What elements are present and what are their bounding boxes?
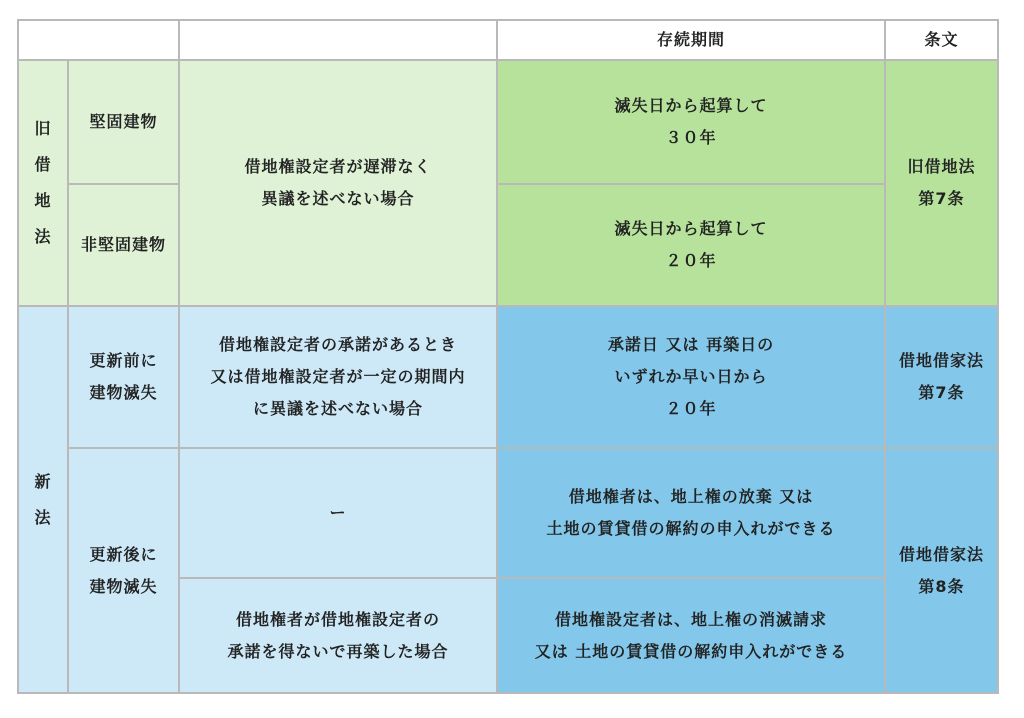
old-law-label: 旧 借 地 法: [18, 60, 68, 306]
new-law-before-period: 承諾日 又は 再築日の いずれか早い日から ２０年: [497, 306, 885, 448]
new-law-row-after-1: [18, 448, 998, 578]
new-law-after-period-1: 借地権者は、地上権の放棄 又は 土地の賃貸借の解約の申入れができる: [497, 448, 885, 578]
old-law-solid-period: 滅失日から起算して ３０年: [497, 60, 885, 184]
old-law-row-nonsolid: [18, 184, 998, 306]
new-law-row-before: [18, 306, 998, 448]
new-law-after-type: 更新後に 建物滅失: [68, 448, 179, 693]
law-comparison-table: [17, 19, 999, 694]
old-law-nonsolid-period: 滅失日から起算して ２０年: [497, 184, 885, 306]
old-law-solid-building: 堅固建物: [68, 60, 179, 184]
header-period: 存続期間: [497, 20, 885, 60]
old-law-condition: 借地権設定者が遅滞なく 異議を述べない場合: [179, 60, 497, 306]
header-blank-cell: [18, 20, 179, 60]
header-condition-cell: [179, 20, 497, 60]
new-law-after-condition-1: ー: [179, 448, 497, 578]
new-law-before-condition: 借地権設定者の承諾があるとき 又は借地権設定者が一定の期間内 に異議を述べない場合: [179, 306, 497, 448]
new-law-after-condition-2: 借地権者が借地権設定者の 承諾を得ないで再築した場合: [179, 578, 497, 693]
old-law-article: 旧借地法 第7条: [885, 60, 998, 306]
old-law-row-solid: [18, 60, 998, 184]
new-law-before-type: 更新前に 建物滅失: [68, 306, 179, 448]
new-law-after-period-2: 借地権設定者は、地上権の消滅請求 又は 土地の賃貸借の解約申入れができる: [497, 578, 885, 693]
new-law-before-article: 借地借家法 第7条: [885, 306, 998, 448]
new-law-after-article: 借地借家法 第8条: [885, 448, 998, 693]
header-row: [18, 20, 998, 60]
new-law-label: 新 法: [18, 306, 68, 693]
header-article: 条文: [885, 20, 998, 60]
old-law-nonsolid-building: 非堅固建物: [68, 184, 179, 306]
